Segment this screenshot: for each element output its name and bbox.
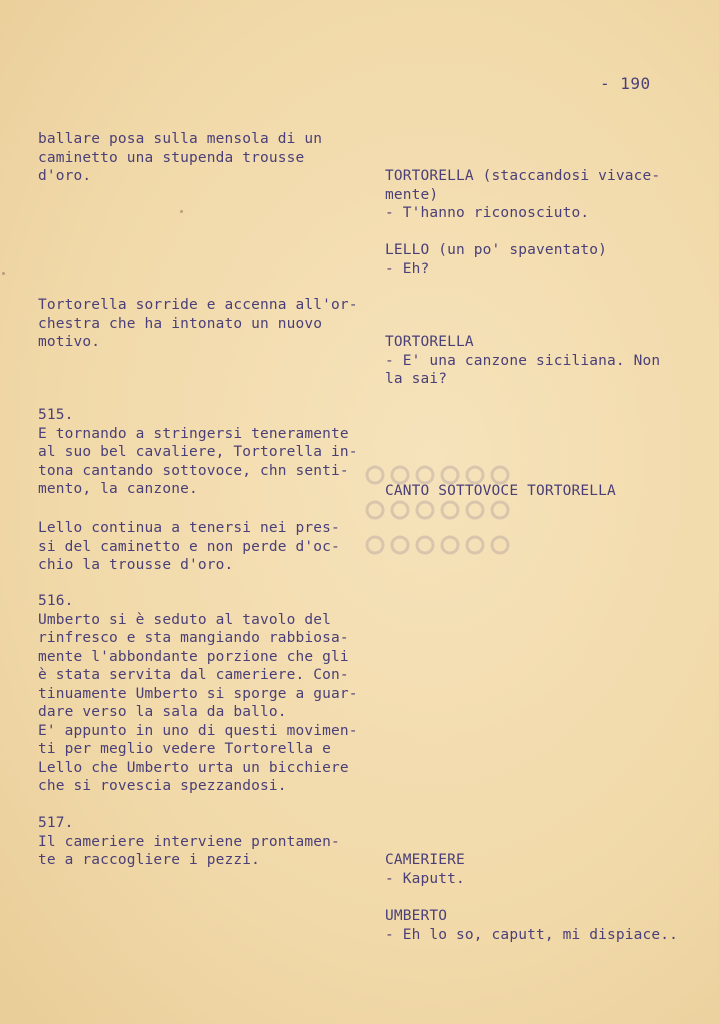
dialogue-tortorella-2: TORTORELLA - E' una canzone siciliana. Non la sai?	[385, 334, 661, 387]
dialogue-umberto: UMBERTO - Eh lo so, caputt, mi dispiace..	[385, 908, 679, 943]
dialogue-lello: LELLO (un po' spaventato) - Eh?	[385, 242, 607, 277]
archive-stamp-watermark	[355, 455, 535, 575]
dialogue-tortorella-1: TORTORELLA (staccandosi vivace- mente) - T'hanno riconosciuto.	[385, 168, 661, 221]
direction-text-1: ballare posa sulla mensola di un caminetto una stupenda trousse d'oro.	[38, 131, 323, 184]
scene-517-text: 517. Il cameriere interviene prontamen- te a raccogliere i pezzi.	[38, 815, 340, 868]
direction-text-3: Lello continua a tenersi nei pres- si del caminetto e non perde d'oc- chio la trousse d'oro.	[38, 520, 340, 573]
paper-speck	[180, 210, 183, 213]
direction-text-2: Tortorella sorride e accenna all'or- chestra che ha intonato un nuovo motivo.	[38, 297, 358, 350]
scene-516-text: 516. Umberto si è seduto al tavolo del rinfresco e sta mangiando rabbiosa- mente l'abbondante porzione che gli è stata servita dal cameriere. Con- tinuamente Umberto si sporge a guar- dare verso la sala da ballo. E' appunto in uno di questi movimen- ti per meglio vedere Tortorella e Lello che Umberto urta un bicchiere che si rovescia spezzandosi.	[38, 593, 358, 794]
song-cue: CANTO SOTTOVOCE TORTORELLA	[385, 483, 616, 499]
dialogue-cameriere: CAMERIERE - Kaputt.	[385, 852, 465, 887]
page-number: - 190	[600, 74, 651, 93]
scene-515-text: 515. E tornando a stringersi teneramente al suo bel cavaliere, Tortorella in- tona cantando sottovoce, chn senti- mento, la canzone.	[38, 407, 358, 497]
paper-speck	[2, 272, 5, 275]
